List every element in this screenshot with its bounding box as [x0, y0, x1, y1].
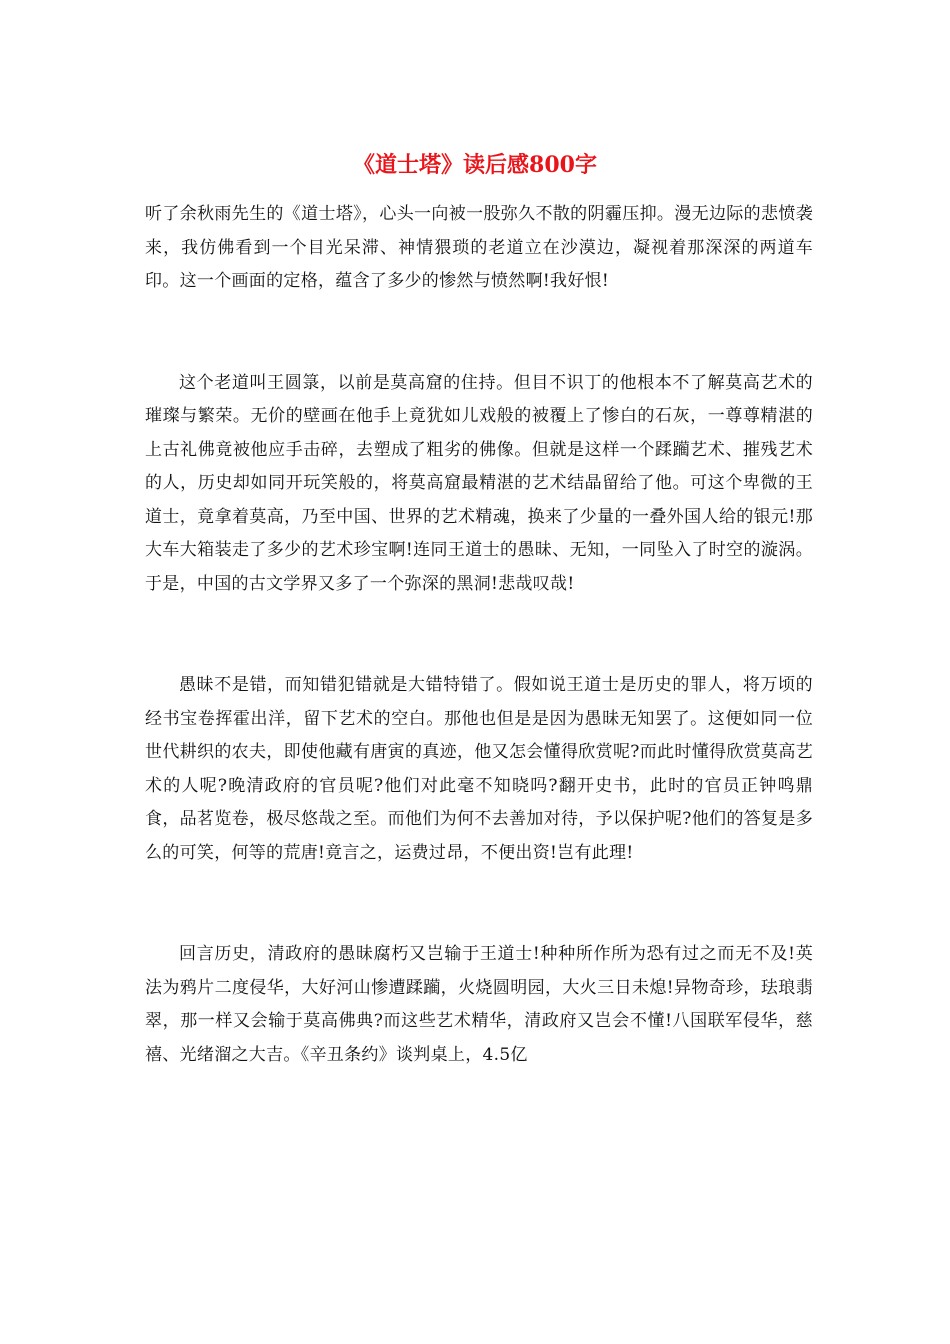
- paragraph-gap: [145, 299, 813, 367]
- document-title: 《道士塔》读后感800字: [353, 152, 597, 178]
- paragraph-gap: [145, 870, 813, 938]
- paragraph-gap: [145, 601, 813, 669]
- paragraph-3: 愚昧不是错，而知错犯错就是大错特错了。假如说王道士是历史的罪人，将万顷的经书宝卷挥霍出洋，留下艺术的空白。那他也但是是因为愚昧无知罢了。这便如同一位世代耕织的农夫，即使他藏有唐寅的真迹，他又怎会懂得欣赏呢?而此时懂得欣赏莫高艺术的人呢?晚清政府的官员呢?他们对此毫不知晓吗?翻开史书，此时的官员正钟鸣鼎食，品茗览卷，极尽悠哉之至。而他们为何不去善加对待，予以保护呢?他们的答复是多么的可笑，何等的荒唐!竟言之，运费过昂，不便出资!岂有此理!: [145, 675, 813, 863]
- paragraph-2: 这个老道叫王圆箓，以前是莫高窟的住持。但目不识丁的他根本不了解莫高艺术的璀璨与繁荣。无价的壁画在他手上竟犹如儿戏般的被覆上了惨白的石灰，一尊尊精湛的上古礼佛竟被他应手击碎，去塑成了粗劣的佛像。但就是这样一个蹂躏艺术、摧残艺术的人，历史却如同开玩笑般的，将莫高窟最精湛的艺术结晶留给了他。可这个卑微的王道士，竟拿着莫高，乃至中国、世界的艺术精魂，换来了少量的一叠外国人给的银元!那大车大箱装走了多少的艺术珍宝啊!连同王道士的愚昧、无知，一同坠入了时空的漩涡。于是，中国的古文学界又多了一个弥深的黑洞!悲哉叹哉!: [145, 372, 813, 594]
- paragraph-4: 回言历史，清政府的愚昧腐朽又岂输于王道士!种种所作所为恐有过之而无不及!英法为鸦片二度侵华，大好河山惨遭蹂躏，火烧圆明园，大火三日未熄!异物奇珍，珐琅翡翠，那一样又会输于莫高佛典?而这些艺术精华，清政府又岂会不懂!八国联军侵华，慈禧、光绪溜之大吉。《辛丑条约》谈判桌上，4.5亿: [145, 944, 813, 1065]
- document-body: [145, 198, 813, 1072]
- paragraph-1: 听了余秋雨先生的《道士塔》，心头一向被一股弥久不散的阴霾压抑。漫无边际的悲愤袭来，我仿佛看到一个目光呆滞、神情猥琐的老道立在沙漠边，凝视着那深深的两道车印。这一个画面的定格，蕴含了多少的惨然与愤然啊!我好恨!: [145, 204, 813, 291]
